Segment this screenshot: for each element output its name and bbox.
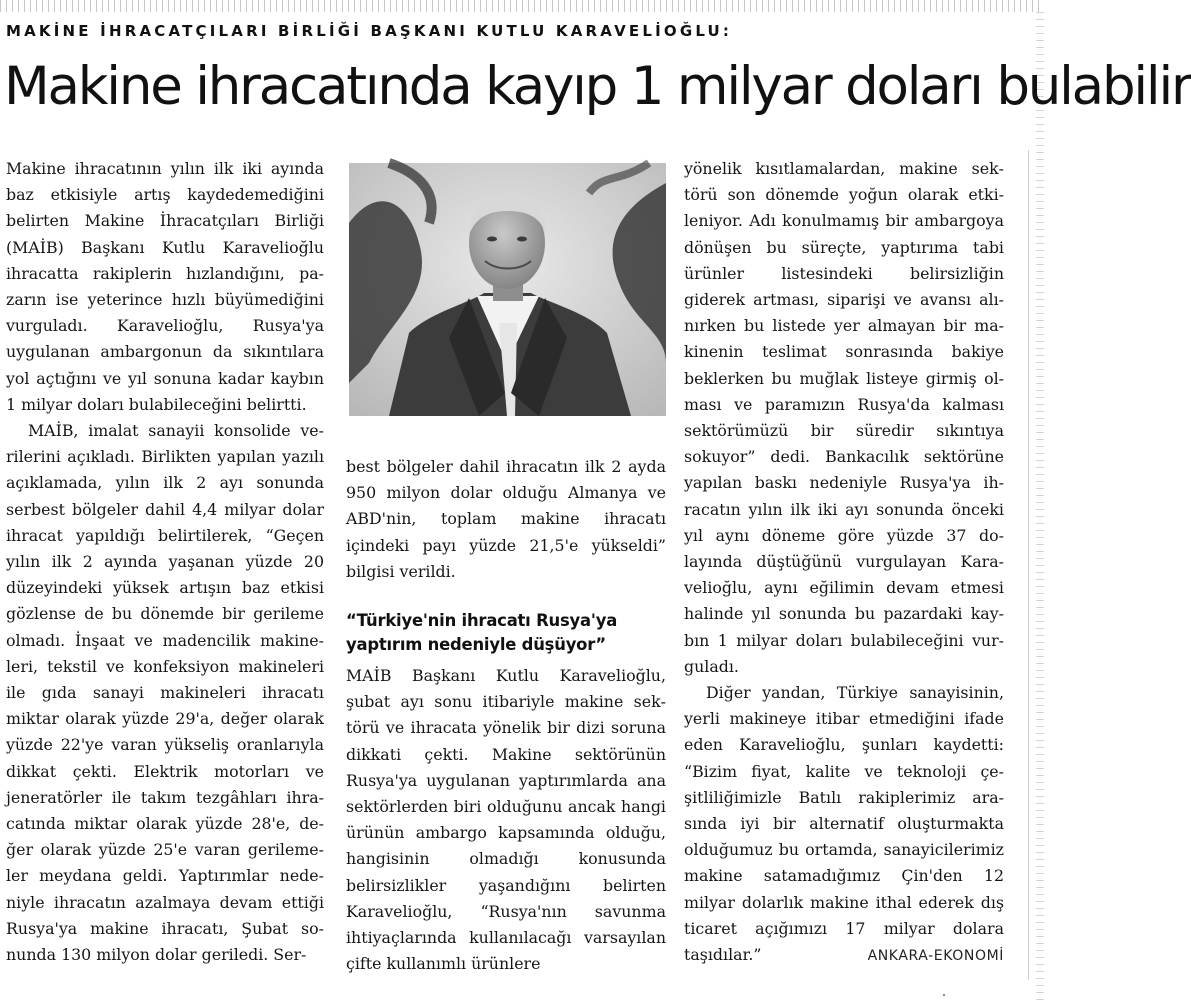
page-edge-rule bbox=[1028, 150, 1029, 980]
column-3-paragraph-2-text: Diğer yandan, Türkiye sanayisinin, yerli makineye itibar etmediğini ifade eden Karavelioğlu, şunları kaydetti: “Bizim fiyat, kalite ve teknoloji çeşitliliğimizle Batılı rakiplerimiz arasında iyi bir alternatif oluşturmakta olduğumuz bu ortamda, sanayicilerimiz makine satamadığımız Çin'den 12 milyar dolarlık makine ithal ederek dış ticaret açığımızı 17 milyar dolara taşıdılar.” bbox=[684, 683, 1004, 965]
column-3-paragraph-1: yönelik kısıtlamalardan, makine sektörü son dönemde yoğun olarak etkileniyor. Adı konulmamış bir ambargoya dönüşen bu süreçte, yaptırıma tabi ürünler listesindeki belirsizliğin giderek artması, siparişi ve avansı alınırken bu listede yer almayan bir makinenin teslimat sonrasında bakiye beklerken bu muğlak listeye girmiş olması ve paramızın Rusya'da kalması sektörümüzü bir süredir sıkıntıya sokuyor” dedi. Bankacılık sektörüne yapılan baskı nedeniyle Rusya'ya ihracatın yılın ilk iki ayı sonunda önceki yıl aynı döneme göre yüzde 37 dolayında düştüğünü vurgulayan Karavelioğlu, aynı eğilimin devam etmesi halinde yıl sonunda bu pazardaki kaybın 1 milyar doları bulabileceğini vurguladı. bbox=[684, 159, 1004, 676]
portrait-photo bbox=[349, 163, 666, 416]
column-2-paragraph-1: best bölgeler dahil ihracatın ilk 2 ayda 950 milyon dolar olduğu Almanya ve ABD'nin, toplam makine ihracatı içindeki payı yüzde 21,5'e yükseldi” bilgisi verildi. bbox=[346, 457, 666, 581]
article-subheading: “Türkiye'nin ihracatı Rusya'ya yaptırım nedeniyle düşüyor” bbox=[346, 611, 618, 655]
scan-ruler-right bbox=[1036, 12, 1044, 1001]
column-1-paragraph-1: Makine ihracatının yılın ilk iki ayında baz etkisiyle artış kaydedemediğini belirten Makine İhracatçıları Birliği (MAİB) Başkanı Kutlu Karavelioğlu ihracatta rakiplerin hızlandığını, pazarın ise yeterince hızlı büyümediğini vurguladı. Karavelioğlu, Rusya'ya uygulanan ambargonun da sıkıntılara yol açtığını ve yıl sonuna kadar kaybın 1 milyar doları bulabileceğini belirtti. bbox=[6, 159, 324, 414]
paragraph-gap bbox=[346, 585, 666, 597]
article-headline: Makine ihracatında kayıp 1 milyar doları bulabilir bbox=[4, 56, 1191, 117]
scan-ruler-top bbox=[0, 0, 1044, 12]
column-3-paragraph-2 bbox=[684, 680, 1004, 968]
column-1-paragraph-2: MAİB, imalat sanayii konsolide verilerini açıkladı. Birlikten yapılan yazılı açıklamada, yılın ilk 2 ayı sonunda serbest bölgeler dahil 4,4 milyar dolar ihracat yapıldığı belirtilerek, “Geçen yılın ilk 2 ayında yaşanan yüzde 20 düzeyindeki yüksek artışın baz etkisi gözlense de bu dönemde bir gerileme olmadı. İnşaat ve madencilik makineleri, tekstil ve konfeksiyon makineleri ile gıda sanayi makineleri ihracatı miktar olarak yüzde 29'a, değer olarak yüzde 22'ye varan yükseliş oranlarıyla dikkat çekti. Elektrik motorları ve jeneratörler ile takım tezgâhları ihracatında miktar olarak yüzde 28'e, değer olarak yüzde 25'e varan gerilemeler meydana geldi. Yaptırımlar nedeniyle ihracatın azalmaya devam ettiği Rusya'ya makine ihracatı, Şubat sonunda 130 milyon dolar geriledi. Ser- bbox=[6, 421, 324, 965]
column-2-paragraph-2: MAİB Başkanı Kutlu Karavelioğlu, şubat ayı sonu itibariyle makine sektörü ve ihracata yönelik bir dizi soruna dikkati çekti. Makine sektörünün Rusya'ya uygulanan yaptırımlarda ana sektörlerden biri olduğunu ancak hangi ürünün ambargo kapsamında olduğu, hangisinin olmadığı konusunda belirsizlikler yaşandığını belirten Karavelioğlu, “Rusya'nın savunma ihtiyaçlarında kullanılacağı varsayılan çifte kullanımlı ürünlere bbox=[346, 666, 666, 974]
article-byline: ANKARA-EKONOMİ bbox=[867, 948, 1004, 965]
article-kicker: MAKİNE İHRACATÇILARI BİRLİĞİ BAŞKANI KUTLU KARAVELİOĞLU: bbox=[6, 22, 733, 40]
article-column-1 bbox=[6, 156, 324, 968]
article-column-3 bbox=[684, 156, 1004, 969]
article-column-2 bbox=[346, 454, 666, 977]
scan-speck bbox=[943, 994, 945, 996]
